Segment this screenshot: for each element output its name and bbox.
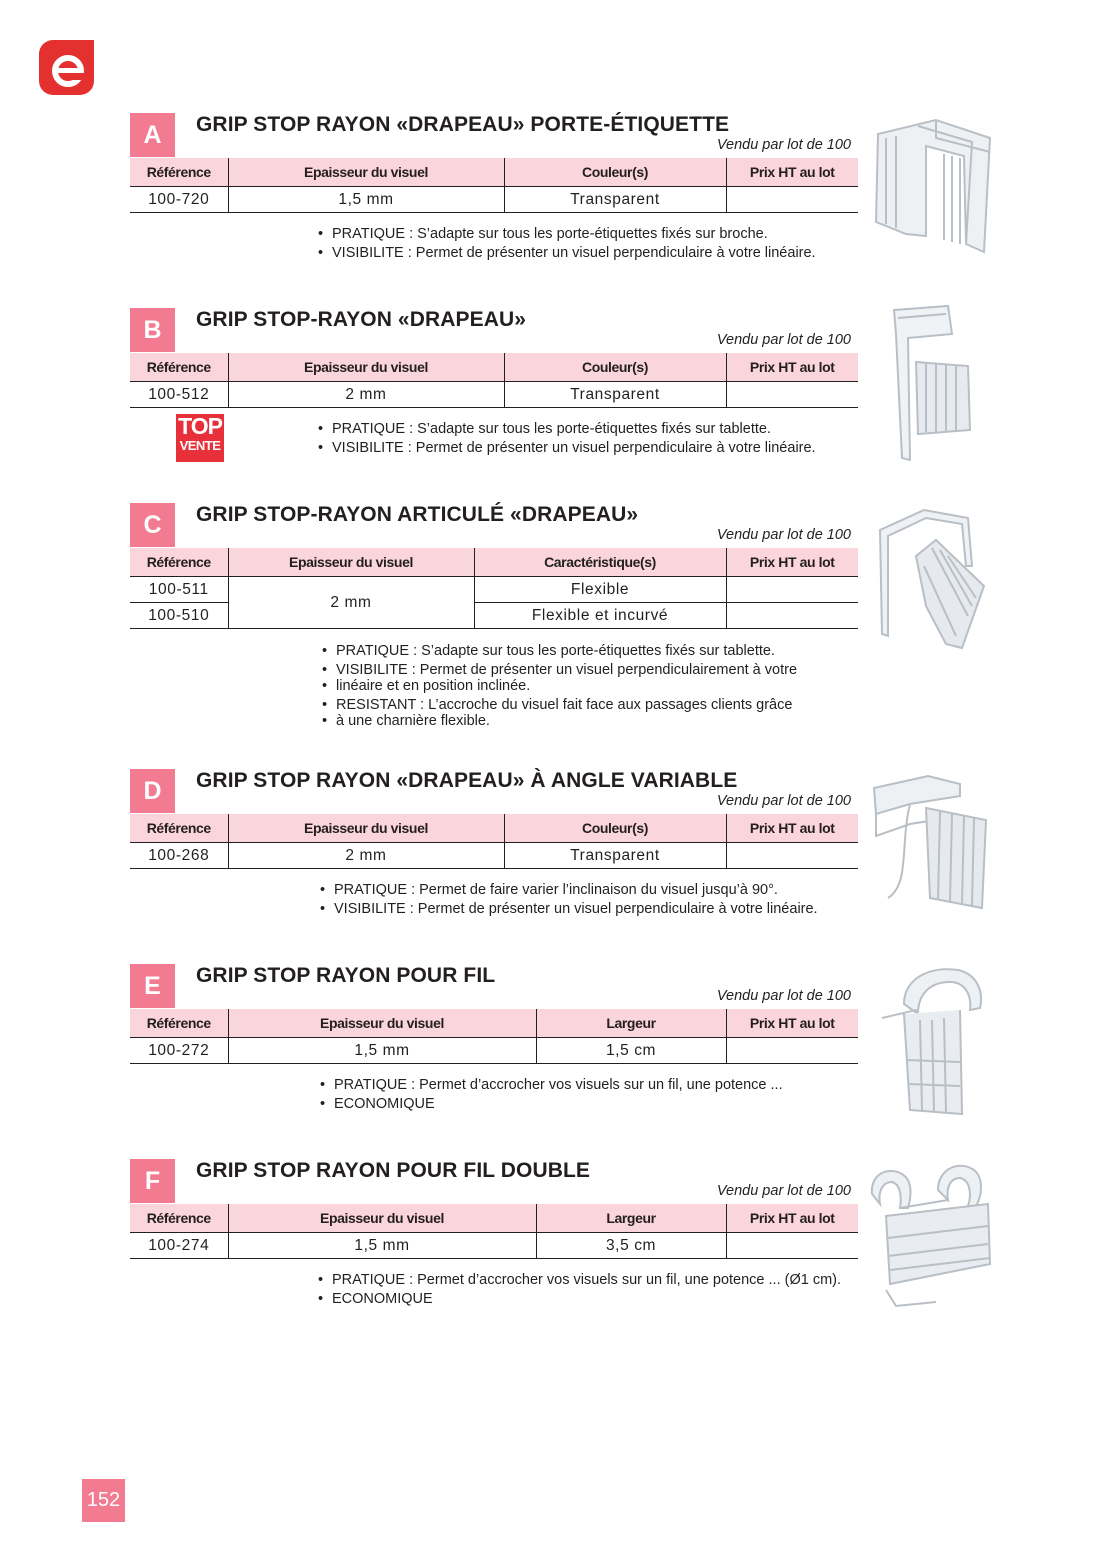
feature-list [320, 1076, 783, 1114]
col-header: Référence [130, 814, 228, 843]
feature-item: • VISIBILITE : Permet de présenter un visuel perpendiculaire à votre linéaire. [318, 439, 816, 458]
table-header-row [130, 1204, 858, 1233]
feature-item: • PRATIQUE : Permet de faire varier l’inclinaison du visuel jusqu’à 90°. [320, 881, 818, 900]
col-header: Epaisseur du visuel [228, 158, 504, 187]
col-header: Référence [130, 158, 228, 187]
cell-reference: 100-268 [130, 843, 228, 869]
cell-price [726, 843, 858, 869]
section-letter: F [130, 1159, 175, 1203]
brand-logo [39, 40, 94, 95]
cell-price [726, 1038, 858, 1064]
logo-e-icon [39, 40, 94, 95]
table-header-row [130, 158, 858, 187]
product-photo-e [880, 964, 986, 1116]
col-header: Epaisseur du visuel [228, 353, 504, 382]
cell-color: Transparent [504, 382, 726, 408]
cell-width: 3,5 cm [536, 1233, 726, 1259]
feature-list [322, 642, 797, 730]
section-letter: D [130, 769, 175, 813]
col-header: Couleur(s) [504, 814, 726, 843]
col-header: Epaisseur du visuel [228, 1204, 536, 1233]
col-header: Couleur(s) [504, 353, 726, 382]
cell-price [726, 382, 858, 408]
col-header: Prix HT au lot [726, 353, 858, 382]
cell-feature: Flexible [474, 577, 726, 603]
product-section-d [130, 769, 860, 959]
product-title: GRIP STOP-RAYON «DRAPEAU» [196, 308, 527, 331]
product-title: GRIP STOP RAYON POUR FIL DOUBLE [196, 1159, 591, 1182]
product-photo-a [866, 116, 994, 256]
col-header: Référence [130, 548, 228, 577]
product-section-f [130, 1159, 860, 1349]
col-header: Référence [130, 1204, 228, 1233]
cell-feature: Flexible et incurvé [474, 603, 726, 629]
table-row [130, 382, 858, 408]
feature-list [318, 1271, 841, 1309]
spec-table [130, 548, 858, 629]
lot-size: Vendu par lot de 100 [716, 137, 851, 153]
feature-item: • VISIBILITE : Permet de présenter un visuel perpendiculaire à votre linéaire. [320, 900, 818, 919]
section-letter: C [130, 503, 175, 547]
product-photo-c [876, 506, 988, 654]
lot-size: Vendu par lot de 100 [716, 1183, 851, 1199]
feature-list [320, 881, 818, 919]
feature-list [318, 225, 816, 263]
col-header: Caractéristique(s) [474, 548, 726, 577]
table-row [130, 843, 858, 869]
cell-reference: 100-720 [130, 187, 228, 213]
table-header-row [130, 548, 858, 577]
product-title: GRIP STOP-RAYON ARTICULÉ «DRAPEAU» [196, 503, 639, 526]
cell-price [726, 187, 858, 213]
feature-item: • PRATIQUE : S’adapte sur tous les porte-étiquettes fixés sur tablette. [322, 642, 797, 660]
product-photo-b [888, 304, 976, 464]
product-title: GRIP STOP RAYON «DRAPEAU» PORTE-ÉTIQUETTE [196, 113, 730, 136]
col-header: Largeur [536, 1009, 726, 1038]
table-row [130, 187, 858, 213]
cell-reference: 100-511 [130, 577, 228, 603]
cell-reference: 100-272 [130, 1038, 228, 1064]
product-section-b [130, 308, 860, 498]
cell-color: Transparent [504, 187, 726, 213]
feature-item: • VISIBILITE : Permet de présenter un visuel perpendiculaire à votre linéaire. [318, 244, 816, 263]
col-header: Prix HT au lot [726, 814, 858, 843]
cell-price [726, 1233, 858, 1259]
product-photo-f [866, 1160, 992, 1310]
table-row [130, 1038, 858, 1064]
feature-item: • PRATIQUE : Permet d’accrocher vos visuels sur un fil, une potence ... (Ø1 cm). [318, 1271, 841, 1290]
col-header: Epaisseur du visuel [228, 1009, 536, 1038]
col-header: Largeur [536, 1204, 726, 1233]
cell-reference: 100-274 [130, 1233, 228, 1259]
table-header-row [130, 814, 858, 843]
cell-thickness: 1,5 mm [228, 187, 504, 213]
badge-line2: VENTE [179, 438, 221, 453]
product-photo-d [870, 774, 992, 914]
product-title: GRIP STOP RAYON POUR FIL [196, 964, 496, 987]
col-header: Référence [130, 353, 228, 382]
top-vente-badge [176, 414, 224, 462]
feature-item-continuation: • linéaire et en position inclinée. [322, 677, 797, 695]
spec-table [130, 353, 858, 408]
feature-item: • ECONOMIQUE [320, 1095, 783, 1114]
table-row [130, 577, 858, 603]
feature-list [318, 420, 816, 458]
product-section-e [130, 964, 860, 1154]
col-header: Epaisseur du visuel [228, 548, 474, 577]
cell-width: 1,5 cm [536, 1038, 726, 1064]
spec-table [130, 814, 858, 869]
cell-reference: 100-510 [130, 603, 228, 629]
spec-table [130, 1009, 858, 1064]
cell-price [726, 603, 858, 629]
col-header: Epaisseur du visuel [228, 814, 504, 843]
section-letter: B [130, 308, 175, 352]
col-header: Prix HT au lot [726, 158, 858, 187]
feature-item: • ECONOMIQUE [318, 1290, 841, 1309]
product-title: GRIP STOP RAYON «DRAPEAU» À ANGLE VARIABLE [196, 769, 738, 792]
col-header: Prix HT au lot [726, 1009, 858, 1038]
cell-thickness: 1,5 mm [228, 1233, 536, 1259]
cell-thickness: 1,5 mm [228, 1038, 536, 1064]
section-letter: E [130, 964, 175, 1008]
table-header-row [130, 353, 858, 382]
section-letter: A [130, 113, 175, 157]
cell-color: Transparent [504, 843, 726, 869]
spec-table [130, 158, 858, 213]
cell-thickness: 2 mm [228, 382, 504, 408]
cell-thickness: 2 mm [228, 577, 474, 629]
cell-thickness: 2 mm [228, 843, 504, 869]
col-header: Prix HT au lot [726, 1204, 858, 1233]
cell-reference: 100-512 [130, 382, 228, 408]
product-section-a [130, 113, 860, 303]
cell-price [726, 577, 858, 603]
lot-size: Vendu par lot de 100 [716, 332, 851, 348]
lot-size: Vendu par lot de 100 [716, 988, 851, 1004]
feature-item: • PRATIQUE : S’adapte sur tous les porte-étiquettes fixés sur tablette. [318, 420, 816, 439]
table-row [130, 1233, 858, 1259]
lot-size: Vendu par lot de 100 [716, 793, 851, 809]
feature-item-continuation: • à une charnière flexible. [322, 712, 797, 730]
product-section-c [130, 503, 860, 729]
feature-item: • RESISTANT : L’accroche du visuel fait face aux passages clients grâce [322, 696, 797, 714]
feature-item: • PRATIQUE : S’adapte sur tous les porte-étiquettes fixés sur broche. [318, 225, 816, 244]
spec-table [130, 1204, 858, 1259]
table-header-row [130, 1009, 858, 1038]
col-header: Référence [130, 1009, 228, 1038]
feature-item: • PRATIQUE : Permet d’accrocher vos visuels sur un fil, une potence ... [320, 1076, 783, 1095]
page-number: 152 [82, 1479, 125, 1522]
badge-line1: TOP [178, 413, 222, 439]
col-header: Prix HT au lot [726, 548, 858, 577]
lot-size: Vendu par lot de 100 [716, 527, 851, 543]
feature-item: • VISIBILITE : Permet de présenter un visuel perpendiculairement à votre [322, 661, 797, 679]
col-header: Couleur(s) [504, 158, 726, 187]
